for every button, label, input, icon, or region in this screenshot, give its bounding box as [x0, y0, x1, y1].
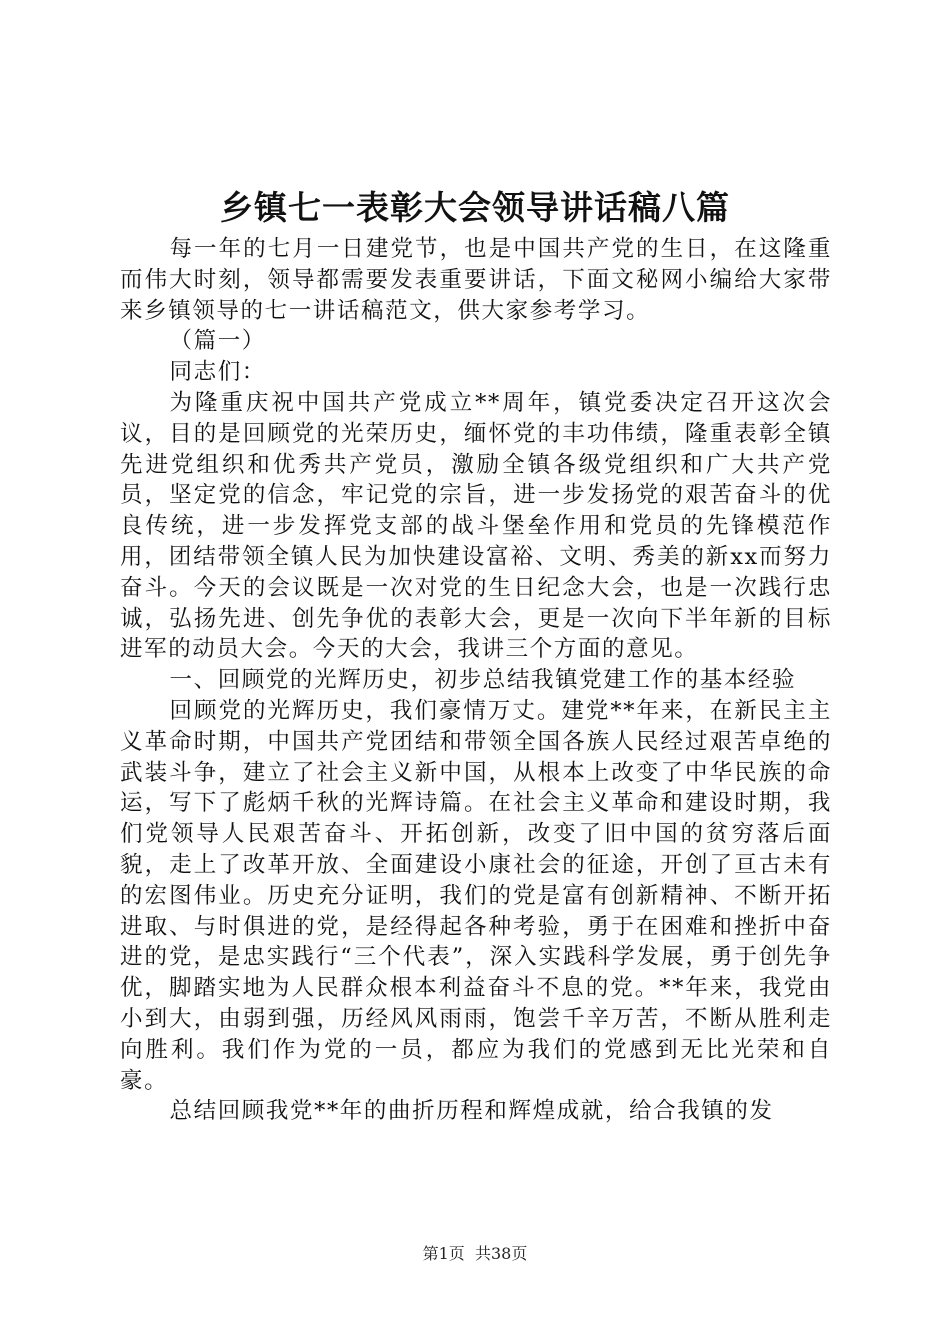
document-body	[120, 234, 832, 1127]
page-footer	[0, 1244, 950, 1264]
page-total: 共38页	[474, 1244, 528, 1263]
body-paragraph: 总结回顾我党**年的曲折历程和辉煌成就，给合我镇的发	[169, 1098, 774, 1125]
document-title: 乡镇七一表彰大会领导讲话稿八篇	[220, 188, 730, 227]
section-label: （篇一）	[169, 328, 266, 355]
body-paragraph: 回顾党的光辉历史，我们豪情万丈。建党**年来，在新民主主义革命时期，中国共产党团结和带领全国各族人民经过艰苦卓绝的武装斗争，建立了社会主义新中国，从根本上改变了中华民族的命运，写下了彪炳千秋的光辉诗篇。在社会主义革命和建设时期，我们党领导人民艰苦奋斗、开拓创新，改变了旧中国的贫穷落后面貌，走上了改革开放、全面建设小康社会的征途，开创了亘古未有的宏图伟业。历史充分证明，我们的党是富有创新精神、不断开拓进取、与时俱进的党，是经得起各种考验，勇于在困难和挫折中奋进的党，是忠实践行“三个代表”，深入实践科学发展，勇于创先争优，脚踏实地为人民群众根本利益奋斗不息的党。**年来，我党由小到大，由弱到强，历经风风雨雨，饱尝千辛万苦，不断从胜利走向胜利。我们作为党的一员，都应为我们的党感到无比光荣和自豪。	[120, 697, 832, 1094]
section-heading: 一、回顾党的光辉历史，初步总结我镇党建工作的基本经验	[169, 667, 797, 694]
salutation: 同志们：	[169, 359, 266, 386]
body-paragraph: 为隆重庆祝中国共产党成立**周年，镇党委决定召开这次会议，目的是回顾党的光荣历史，缅怀党的丰功伟绩，隆重表彰全镇先进党组织和优秀共产党员，激励全镇各级党组织和广大共产党员，坚定党的信念，牢记党的宗旨，进一步发扬党的艰苦奋斗的优良传统，进一步发挥党支部的战斗堡垒作用和党员的先锋模范作用，团结带领全镇人民为加快建设富裕、文明、秀美的新xx而努力奋斗。今天的会议既是一次对党的生日纪念大会，也是一次践行忠诚，弘扬先进、创先争优的表彰大会，更是一次向下半年新的目标进军的动员大会。今天的大会，我讲三个方面的意见。	[120, 389, 832, 663]
page-number: 第1页	[422, 1244, 465, 1263]
intro-paragraph: 每一年的七月一日建党节，也是中国共产党的生日，在这隆重而伟大时刻，领导都需要发表重要讲话，下面文秘网小编给大家带来乡镇领导的七一讲话稿范文，供大家参考学习。	[120, 236, 832, 324]
